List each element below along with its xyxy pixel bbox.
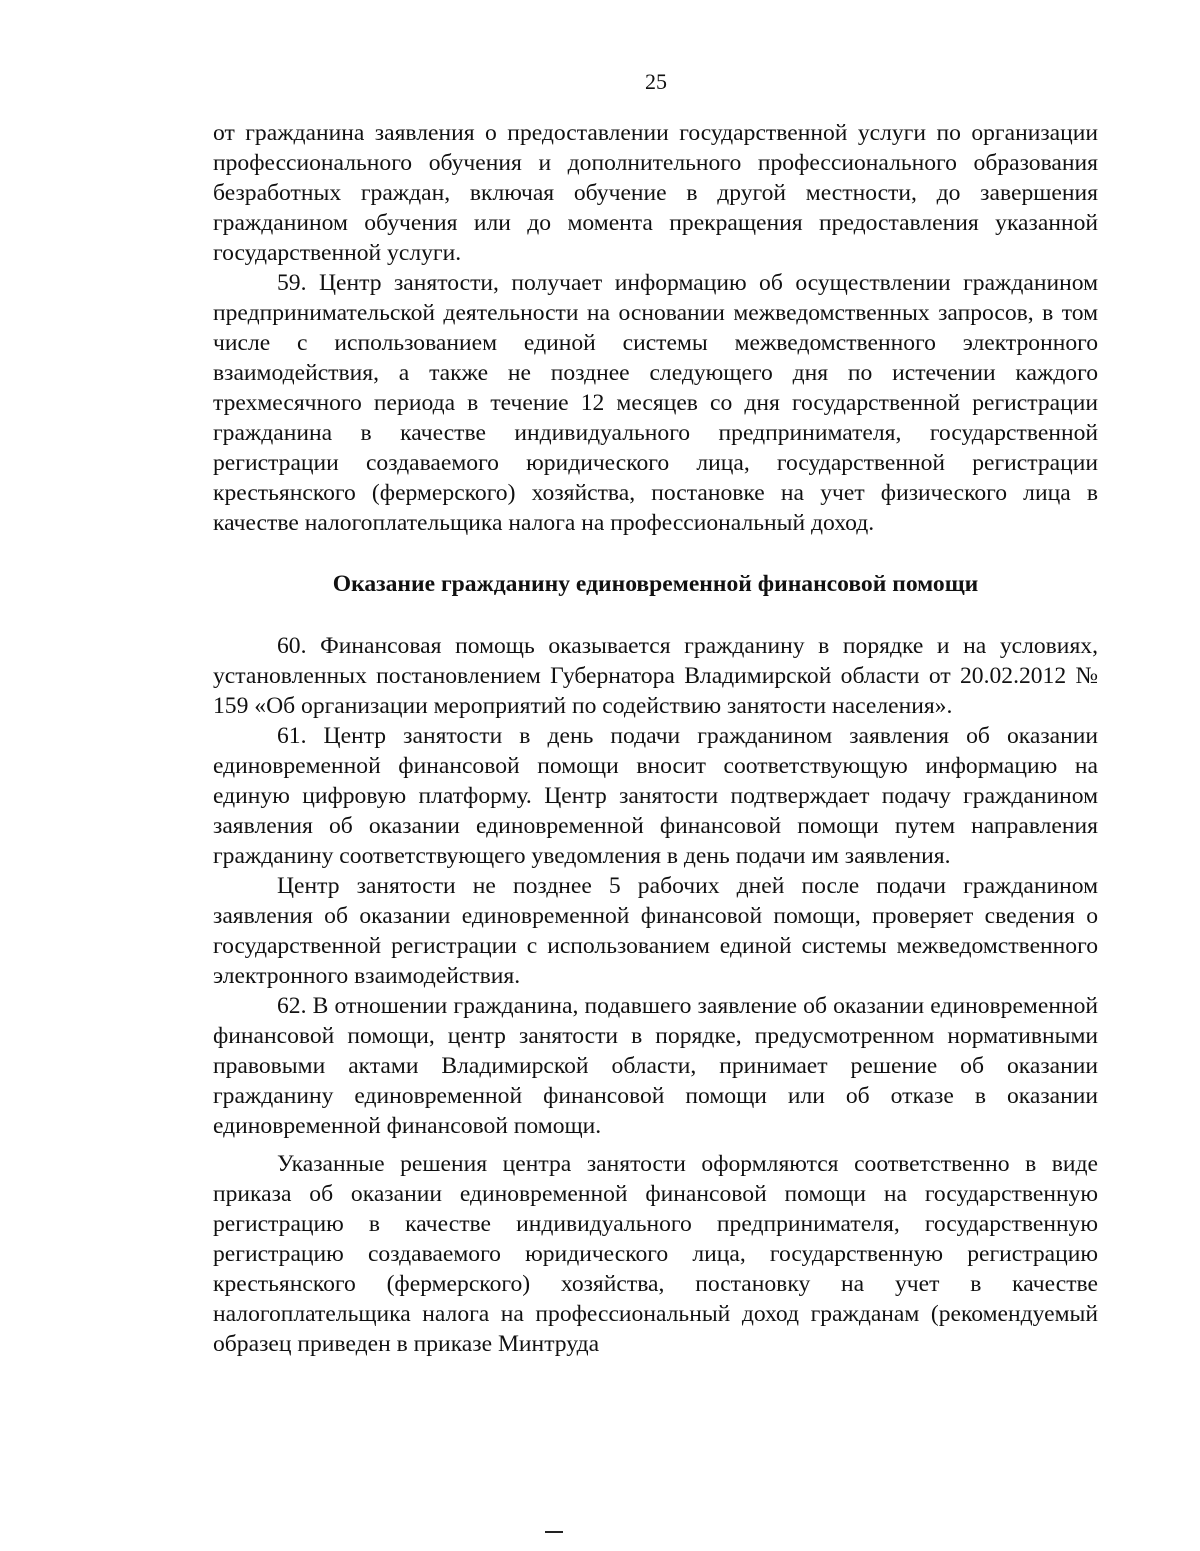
page-number: 25: [645, 69, 667, 94]
paragraph-60: 60. Финансовая помощь оказывается гражданину в порядке и на условиях, установленных постановлением Губернатора Владимирской области от 20.02.2012 № 159 «Об организации мероприятий по содействию занятости населения».: [213, 633, 1098, 719]
footer-dash-mark: [545, 1531, 563, 1533]
paragraph-61-continued: Центр занятости не позднее 5 рабочих дней после подачи гражданином заявления об оказании единовременной финансовой помощи, проверяет сведения о государственной регистрации с использованием единой системы межведомственного электронного взаимодействия.: [213, 873, 1098, 989]
paragraph-gap: [213, 1141, 1098, 1149]
paragraph-59: 59. Центр занятости, получает информацию об осуществлении гражданином предпринимательской деятельности на основании межведомственных запросов, в том числе с использованием единой системы межведомственного электронного взаимодействия, а также не позднее следующего дня по истечении каждого трехмесячного периода в течение 12 месяцев со дня государственной регистрации гражданина в качестве индивидуального предпринимателя, государственной регистрации создаваемого юридического лица, государственной регистрации крестьянского (фермерского) хозяйства, постановке на учет физического лица в качестве налогоплательщика налога на профессиональный доход.: [213, 270, 1098, 536]
document-body: [213, 118, 1098, 1359]
section-heading: Оказание гражданину единовременной финансовой помощи: [332, 571, 979, 597]
paragraph-continuation: от гражданина заявления о предоставлении государственной услуги по организации профессионального обучения и дополнительного профессионального образования безработных граждан, включая обучение в другой местности, до завершения гражданином обучения или до момента прекращения предоставления указанной государственной услуги.: [213, 120, 1098, 266]
paragraph-62: 62. В отношении гражданина, подавшего заявление об оказании единовременной финансовой помощи, центр занятости в порядке, предусмотренном нормативными правовыми актами Владимирской области, принимает решение об оказании гражданину единовременной финансовой помощи или об отказе в оказании единовременной финансовой помощи.: [213, 993, 1098, 1139]
paragraph-61: 61. Центр занятости в день подачи гражданином заявления об оказании единовременной финансовой помощи вносит соответствующую информацию на единую цифровую платформу. Центр занятости подтверждает подачу гражданином заявления об оказании единовременной финансовой помощи путем направления гражданину соответствующего уведомления в день подачи им заявления.: [213, 723, 1098, 869]
paragraph-62-continued: Указанные решения центра занятости оформляются соответственно в виде приказа об оказании единовременной финансовой помощи на государственную регистрацию в качестве индивидуального предпринимателя, государственную регистрацию создаваемого юридического лица, государственную регистрацию крестьянского (фермерского) хозяйства, постановку на учет в качестве налогоплательщика налога на профессиональный доход гражданам (рекомендуемый образец приведен в приказе Минтруда: [213, 1151, 1098, 1357]
